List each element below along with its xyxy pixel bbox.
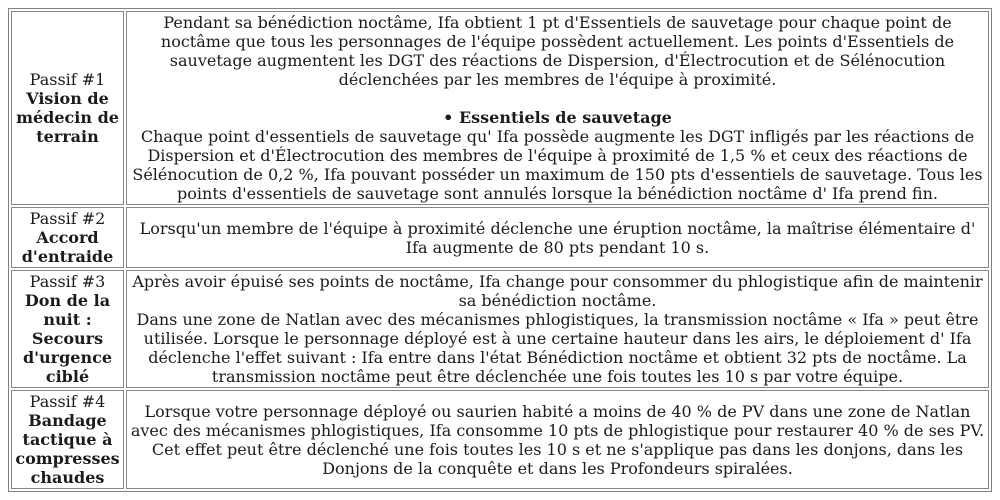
passive-4-description: Lorsque votre personnage déployé ou saurien habité a moins de 40 % de PV dans une zone de Natlan avec des mécanismes phlogistiques, Ifa consomme 10 pts de phlogistique pour restaurer 40 % de ses PV. Cet effet peut être déclenché une fois toutes les 10 s et ne s'applique pas dans les donjons, dans les Donjons de la conquête et dans les Profondeurs spiralées.: [130, 401, 985, 478]
passive-1-description-cell: [126, 11, 989, 205]
passive-3-number: Passif #3: [29, 272, 106, 291]
passive-3-label-cell: [11, 270, 124, 388]
passive-1-label-cell: [11, 11, 124, 205]
passive-1-name: Vision de médecin de terrain: [16, 89, 119, 146]
passive-4-name: Bandage tactique à compresses chaudes: [15, 411, 120, 487]
passive-3-name: Don de la nuit : Secours d'urgence ciblé: [22, 291, 113, 386]
passive-4-number: Passif #4: [29, 392, 106, 411]
passive-3-description-paragraph-2: Dans une zone de Natlan avec des mécanismes phlogistiques, la transmission noctâme « Ifa » peut être utilisée. Lorsque le personnage déployé est à une certaine hauteur dans les airs, le déploiement d' Ifa déclenche l'effet suivant : Ifa entre dans l'état Bénédiction noctâme et obtient 32 pts de noctâme. La transmission noctâme peut être déclenchée une fois toutes les 10 s par votre équipe.: [136, 310, 979, 386]
passives-table: [8, 8, 992, 492]
passive-row-2: [11, 207, 989, 268]
passive-4-label-cell: [11, 390, 124, 489]
passive-1-number: Passif #1: [29, 70, 106, 89]
passive-2-name: Accord d'entraide: [21, 228, 114, 266]
passive-2-description: Lorsqu'un membre de l'équipe à proximité déclenche une éruption noctâme, la maîtrise élémentaire d' Ifa augmente de 80 pts pendant 10 s.: [139, 218, 976, 257]
passive-3-description-cell: [126, 270, 989, 388]
passive-1-description-paragraph-1: Pendant sa bénédiction noctâme, Ifa obtient 1 pt d'Essentiels de sauvetage pour chaque point de noctâme que tous les personnages de l'équipe possèdent actuellement. Les points d'Essentiels de sauvetage augmentent les DGT des réactions de Dispersion, d'Électrocution et de Sélénocution déclenchées par les membres de l'équipe à proximité.: [160, 13, 955, 89]
passive-row-4: [11, 390, 989, 489]
passive-2-number: Passif #2: [29, 209, 106, 228]
blank-line: [128, 89, 987, 108]
passive-row-1: [11, 11, 989, 205]
passive-1-description-paragraph-2: Chaque point d'essentiels de sauvetage qu' Ifa possède augmente les DGT infligés par les réactions de Dispersion et d'Électrocution des membres de l'équipe à proximité de 1,5 % et ceux des réactions de Sélénocution de 0,2 %, Ifa pouvant posséder un maximum de 150 pts d'essentiels de sauvetage. Tous les points d'essentiels de sauvetage sont annulés lorsque la bénédiction noctâme d' Ifa prend fin.: [132, 127, 983, 203]
passive-3-description-paragraph-1: Après avoir épuisé ses points de noctâme, Ifa change pour consommer du phlogistique afin de maintenir sa bénédiction noctâme.: [132, 272, 983, 310]
passive-4-description-cell: [126, 390, 989, 489]
passive-row-3: [11, 270, 989, 388]
passive-1-bullet-heading: • Essentiels de sauvetage: [443, 108, 672, 127]
passive-2-label-cell: [11, 207, 124, 268]
passive-2-description-cell: [126, 207, 989, 268]
